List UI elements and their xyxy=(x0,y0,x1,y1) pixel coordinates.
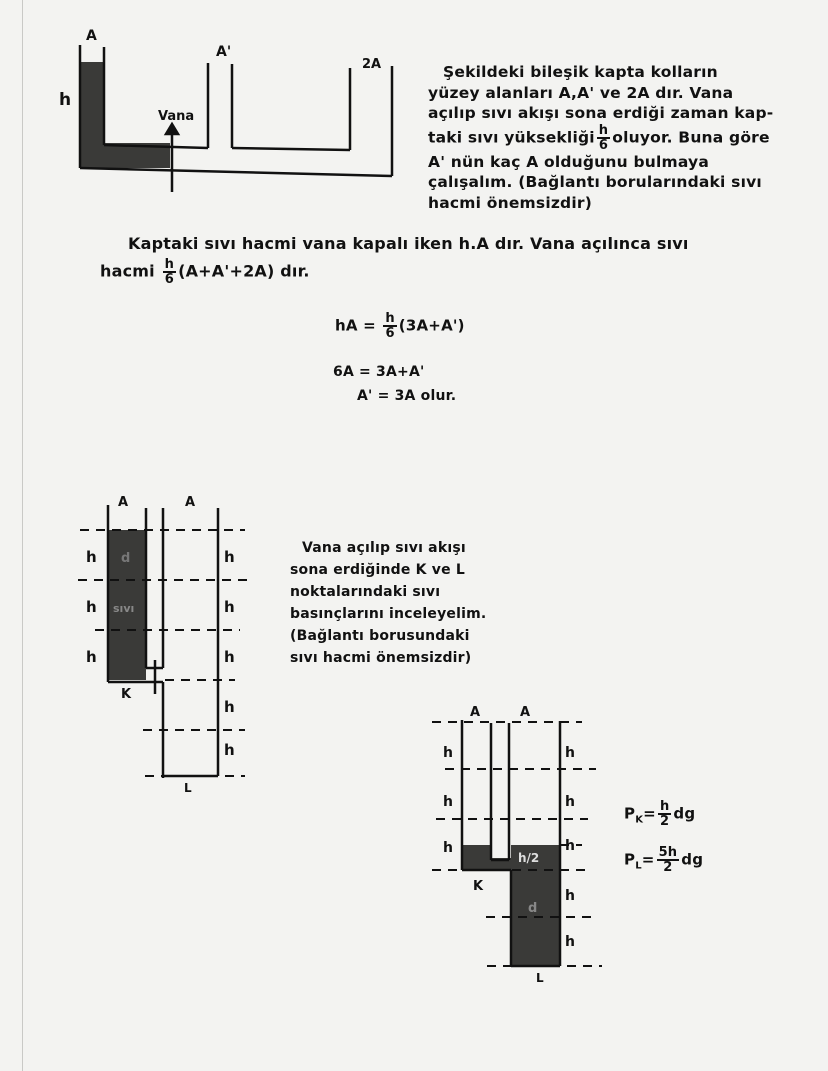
denominator: 2 xyxy=(660,814,670,829)
numerator: h xyxy=(385,311,395,326)
problem-line: A' nün kaç A olduğunu bulmaya xyxy=(428,152,710,171)
equation-2: 6A = 3A+A' xyxy=(333,364,425,380)
label-d: d xyxy=(121,551,131,566)
denominator: 6 xyxy=(598,137,609,153)
label-h: h xyxy=(59,90,72,110)
text: P xyxy=(624,850,636,869)
question-line: basınçlarını inceleyelim. xyxy=(290,606,487,622)
text: oluyor. Buna göre xyxy=(612,128,770,146)
solution-line-1: Kaptaki sıvı hacmi vana kapalı iken h.A dır. Vana açılınca sıvı xyxy=(128,234,689,253)
numerator: h xyxy=(659,799,670,814)
denominator: 6 xyxy=(385,326,395,341)
label-d: d xyxy=(528,901,538,916)
problem-line: çalışalım. (Bağlantı borularındaki sıvı xyxy=(428,173,762,191)
label-a: A xyxy=(86,28,97,44)
question-line: Vana açılıp sıvı akışı xyxy=(302,540,466,556)
text: (3A+A') xyxy=(398,316,465,335)
text: P xyxy=(624,804,636,823)
numerator: h xyxy=(164,257,175,272)
label-h: h xyxy=(224,741,235,759)
subscript: K xyxy=(635,814,644,826)
label-h: h xyxy=(565,838,575,854)
label-a-right: A xyxy=(185,495,196,510)
denominator: 2 xyxy=(663,860,673,875)
text: dg xyxy=(681,850,704,869)
question-line: noktalarındaki sıvı xyxy=(290,584,441,600)
label-h: h xyxy=(224,548,235,566)
label-h: h xyxy=(565,745,575,761)
question-line: (Bağlantı borusundaki xyxy=(290,628,470,644)
pressure-l-formula xyxy=(624,846,703,877)
label-valve: Vana xyxy=(158,109,195,124)
label-a-left: A xyxy=(118,495,129,510)
label-l: L xyxy=(536,971,544,985)
label-h: h xyxy=(86,598,97,616)
text: dg xyxy=(673,804,696,823)
numerator: 5h xyxy=(658,845,678,860)
problem-line: yüzey alanları A,A' ve 2A dır. Vana xyxy=(428,83,734,102)
problem-line: açılıp sıvı akışı sona erdiği zaman kap- xyxy=(428,104,774,122)
label-half-h: h/2 xyxy=(518,851,540,865)
label-k: K xyxy=(121,687,132,702)
equation-3: A' = 3A olur. xyxy=(357,388,457,404)
label-2a: 2A xyxy=(362,57,382,72)
text: = xyxy=(641,850,655,869)
question-line: sona erdiğinde K ve L xyxy=(290,562,465,578)
label-a-right: A xyxy=(520,705,531,720)
text: hA = xyxy=(335,316,376,335)
fraction xyxy=(658,800,671,828)
label-h: h xyxy=(86,548,97,566)
label-k: K xyxy=(473,879,484,894)
label-h: h xyxy=(565,888,575,904)
text: taki sıvı yüksekliği xyxy=(428,128,595,146)
question-line: sıvı hacmi önemsizdir) xyxy=(290,650,472,666)
text: (A+A'+2A) dır. xyxy=(178,261,310,281)
label-fluid: sıvı xyxy=(113,602,135,615)
label-h: h xyxy=(565,934,575,950)
problem-line: hacmi önemsizdir) xyxy=(428,193,592,212)
label-h: h xyxy=(443,794,453,810)
label-h: h xyxy=(224,698,235,716)
fraction xyxy=(657,846,680,874)
label-h: h xyxy=(443,840,453,856)
denominator: 6 xyxy=(164,272,174,287)
pressure-k-formula xyxy=(624,800,695,831)
label-a-prime: A' xyxy=(216,44,232,60)
label-h: h xyxy=(443,745,453,761)
label-h: h xyxy=(86,648,97,666)
text: = xyxy=(643,804,656,823)
label-h: h xyxy=(565,794,575,810)
label-l: L xyxy=(184,781,192,795)
label-h: h xyxy=(224,598,235,616)
fluid-left xyxy=(463,845,491,870)
label-a-left: A xyxy=(470,705,481,720)
problem-line: Şekildeki bileşik kapta kolların xyxy=(443,63,718,81)
text: hacmi xyxy=(100,261,155,281)
label-h: h xyxy=(224,648,235,666)
numerator: h xyxy=(598,122,609,138)
subscript: L xyxy=(635,860,642,872)
